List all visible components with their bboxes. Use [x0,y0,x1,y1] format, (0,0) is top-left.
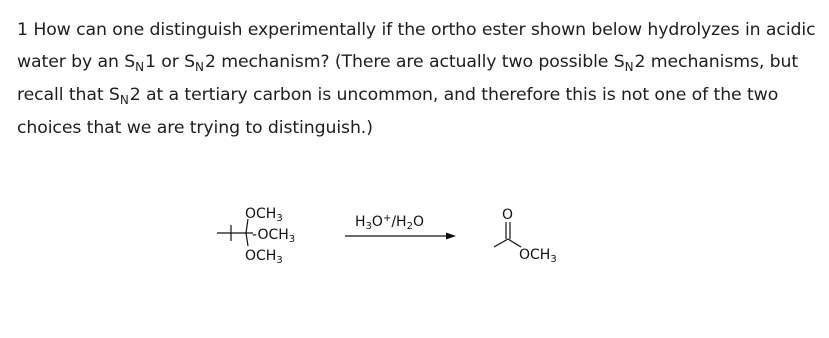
carbonyl-oxygen: O [502,207,514,223]
ester-bond [508,239,521,247]
methoxy-group-middle: $-OCH_3$ [252,227,296,245]
methyl-bond [494,239,508,247]
arrowhead [446,233,456,240]
methoxy-group-top: $OCH_3$ [245,206,283,224]
product-methyl-acetate [494,207,557,265]
bond-to-bottom-oxygen [246,233,248,246]
methoxy-group-bottom: $OCH_3$ [245,248,283,266]
reactant-orthoester [217,206,295,266]
reagent-label: $H_3O^+/H_2O$ [355,213,424,232]
ester-methoxy-group: $OCH_3$ [519,247,557,265]
reaction-arrow [345,213,456,240]
question-text: 1 How can one distinguish experimentally if the ortho ester shown below hydrolyzes in acidic water by an $S_N1$ or $S_N2$ mechanism? (There are actually two possible $S_N2$ mechanisms, but recall that $S_N2$ at a tertiary carbon is uncommon, and therefore this is not one of the two choices that we are trying to distinguish.) [17,20,816,138]
question-number: 1 [17,20,28,40]
